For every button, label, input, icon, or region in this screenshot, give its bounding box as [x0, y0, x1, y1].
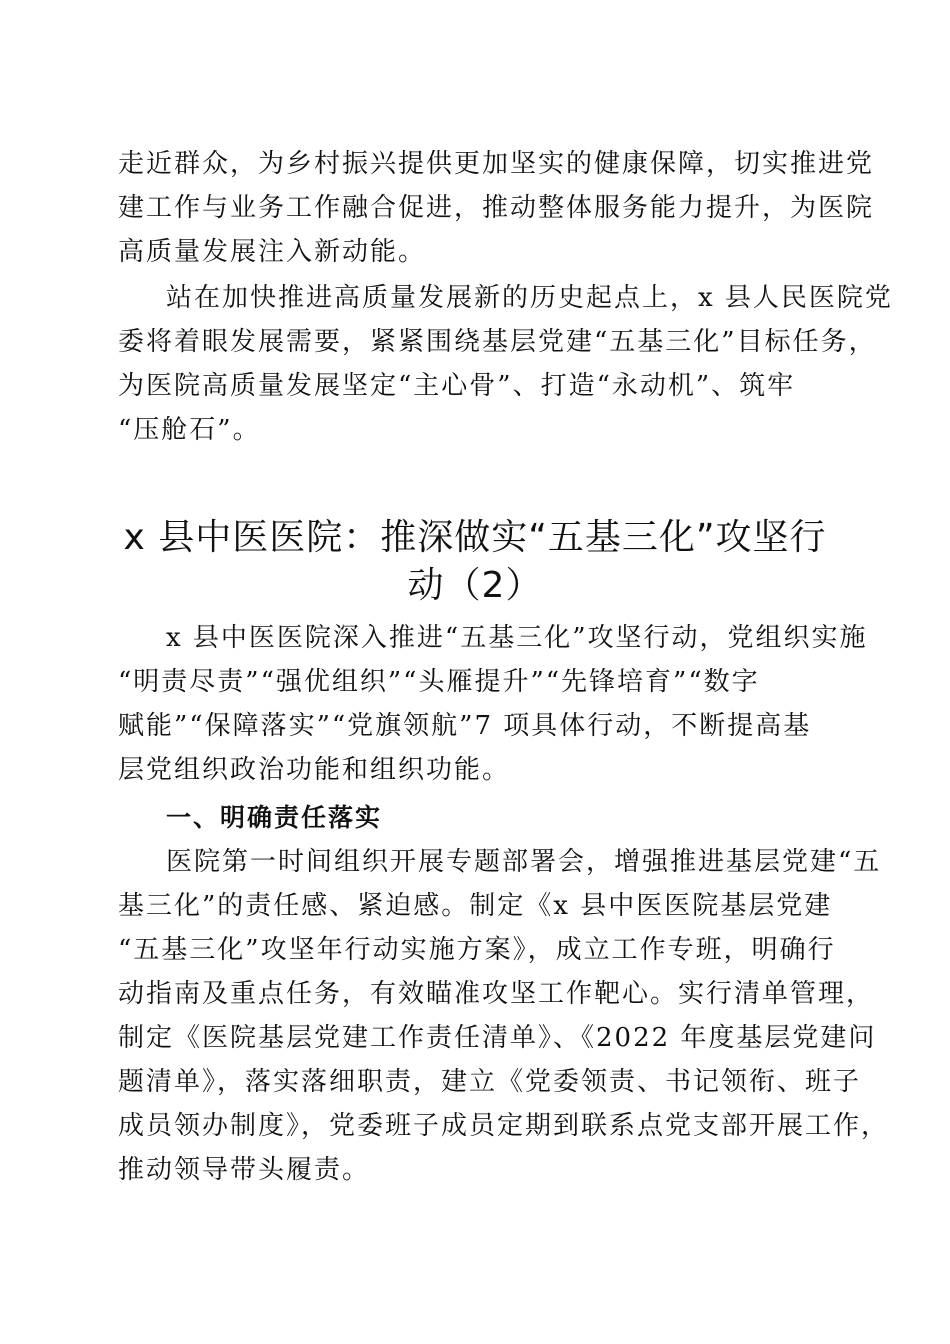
article-title	[100, 514, 850, 610]
text-line: 基三化”的责任感、紧迫感。制定《x 县中医医院基层党建	[118, 891, 833, 921]
text-line: 走近群众，为乡村振兴提供更加坚实的健康保障，切实推进党	[118, 149, 875, 179]
text-line: 医院第一时间组织开展专题部署会，增强推进基层党建“五	[166, 847, 882, 877]
text-line: 成员领办制度》，党委班子成员定期到联系点党支部开展工作，	[118, 1111, 890, 1141]
lead-paragraph	[118, 616, 868, 792]
text-line: 高质量发展注入新动能。	[118, 237, 427, 267]
text-line: 委将着眼发展需要，紧紧围绕基层党建“五基三化”目标任务，	[118, 327, 877, 357]
text-line: 赋能”“保障落实”“党旗领航”7 项具体行动，不断提高基	[118, 711, 812, 741]
text-line: 制定《医院基层党建工作责任清单》、《2022 年度基层党建问	[118, 1023, 877, 1053]
text-line: x 县中医医院深入推进“五基三化”攻坚行动，党组织实施	[166, 623, 868, 653]
text-line: 题清单》，落实落细职责，建立《党委领责、书记领衔、班子	[118, 1067, 862, 1097]
section-heading	[118, 796, 828, 840]
text-line: 推动领导带头履责。	[118, 1155, 371, 1185]
intro-paragraph-1	[118, 142, 875, 274]
text-line: 建工作与业务工作融合促进，推动整体服务能力提升，为医院	[118, 193, 875, 223]
title-line: x 县中医医院：推深做实“五基三化”攻坚行	[123, 517, 827, 558]
text-line: “明责尽责”“强优组织”“头雁提升”“先锋培育”“数字	[118, 667, 760, 697]
text-line: 为医院高质量发展坚定“主心骨”、打造“永动机”、筑牢	[118, 371, 796, 401]
text-line: 层党组织政治功能和组织功能。	[118, 755, 511, 785]
text-line: 动指南及重点任务，有效瞄准攻坚工作靶心。实行清单管理，	[118, 979, 875, 1009]
section-1-heading: 一、明确责任落实	[166, 803, 383, 832]
section-1-paragraph	[118, 840, 890, 1192]
text-line: “五基三化”攻坚年行动实施方案》，成立工作专班，明确行	[118, 935, 836, 965]
intro-paragraph-2	[118, 276, 893, 452]
text-line: “压舱石”。	[118, 415, 261, 445]
text-line: 站在加快推进高质量发展新的历史起点上，x 县人民医院党	[166, 283, 893, 313]
title-line: 动（2）	[407, 565, 543, 606]
